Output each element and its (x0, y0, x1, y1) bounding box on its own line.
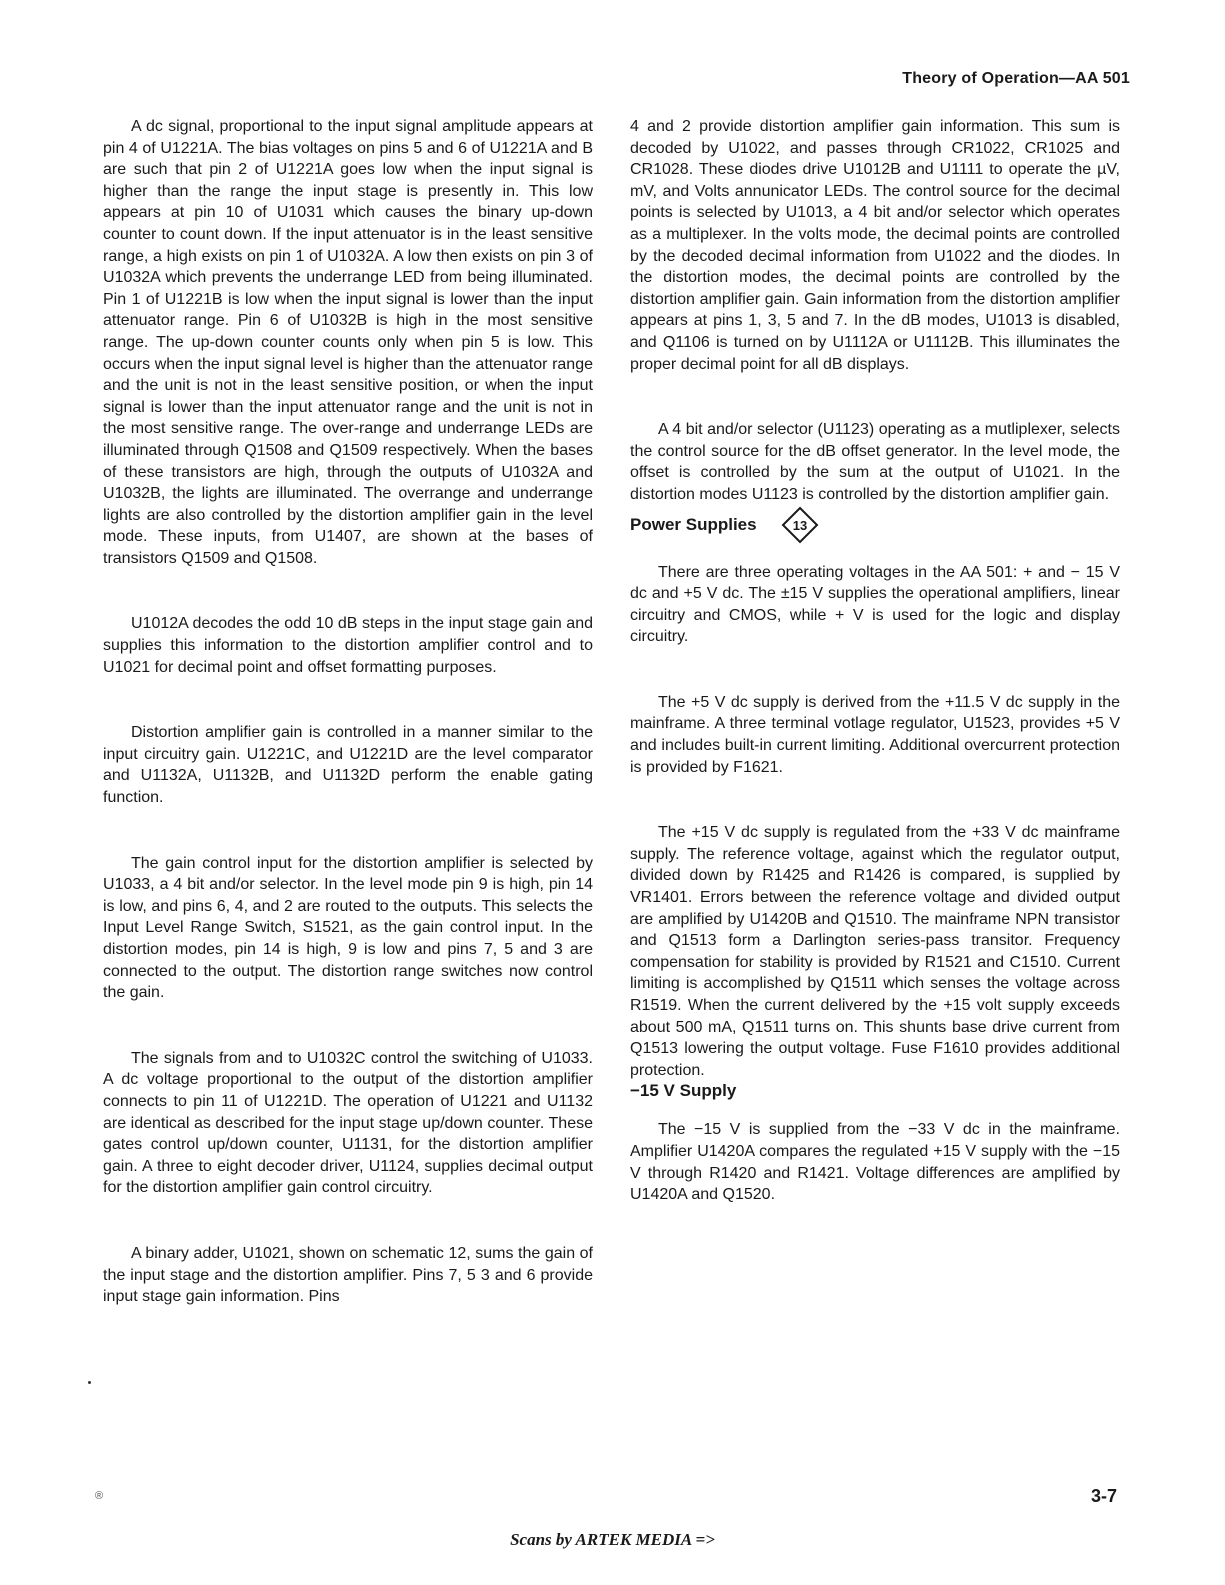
paragraph-gain-control-input: The gain control input for the distortion amplifier is selected by U1033, a 4 bit and/or selector. In the level mode pin 9 is high, pin 14 is low, and pins 6, 4, and 2 are routed to the outputs. This selects the Input Level Range Switch, S1521, as the gain control input. In the distortion modes, pin 14 is high, 9 is low and pins 7, 5 and 3 are connected to the output. The distortion range switches now control the gain. (103, 854, 593, 1002)
stray-mark (88, 1381, 91, 1384)
paragraph-operating-voltages: There are three operating voltages in the AA 501: + and − 15 V dc and +5 V dc. The ±15 V supplies the operational amplifiers, linear circuitry and CMOS, while + V is used for the logic and display circuitry. (630, 563, 1120, 646)
left-column (103, 116, 593, 1308)
power-supplies-title: Power Supplies (630, 514, 757, 534)
paragraph-u1032c-switching: The signals from and to U1032C control the switching of U1033. A dc voltage proportional to the output of the distortion amplifier connects to pin 11 of U1221D. The operation of U1221 and U1132 are identical as described for the input stage up/down counter. These gates control up/down counter, U1131, for the distortion amplifier gain. A three to eight decoder driver, U1124, supplies decimal output for the distortion amplifier gain control circuitry. (103, 1049, 593, 1197)
schematic-number: 13 (792, 517, 807, 533)
negative-15v-title: −15 V Supply (630, 1081, 737, 1101)
section-heading-negative-15v (630, 1081, 1120, 1101)
paragraph-negative-15v: The −15 V is supplied from the −33 V dc in the mainframe. Amplifier U1420A compares the regulated +15 V supply with the −15 V through R1420 and R1421. Voltage differences are amplified by U1420A and Q1520. (630, 1121, 1120, 1204)
running-head-title: Theory of Operation—AA 501 (902, 70, 1130, 87)
scan-credit: Scans by ARTEK MEDIA => (510, 1530, 715, 1549)
paragraph-u1012a-decode: U1012A decodes the odd 10 dB steps in the input stage gain and supplies this information to the distortion amplifier control and to U1021 for decimal point and offset formatting purposes. (103, 615, 593, 676)
paragraph-input-counter: A dc signal, proportional to the input signal amplitude appears at pin 4 of U1221A. The bias voltages on pins 5 and 6 of U1221A and B are such that pin 2 of U1221A goes low when the input signal is higher than the range the input stage is presently in. This low appears at pin 10 of U1031 which causes the binary up-down counter to count down. If the input attenuator is in the least sensitive range, a high exists on pin 1 of U1032A. A low then exists on pin 3 of U1032A which prevents the underrange LED from being illuminated. Pin 1 of U1221B is low when the input signal is lower than the input attenuator range. Pin 6 of U1032B is high in the most sensitive range. The up-down counter counts only when pin 5 is low. This occurs when the input signal level is higher than the attenuator range and the unit is not in the least sensitive position, or when the input signal is lower than the input attenuator range and the unit is not in the most sensitive range. The over-range and underrange LEDs are illuminated through Q1508 and Q1509 respectively. When the bases of these transistors are high, through the outputs of U1032A and U1032B, the lights are illuminated. The overrange and underrange lights are also controlled by the distortion amplifier gain in the level mode. These inputs, from U1407, are shown at the bases of transistors Q1509 and Q1508. (103, 118, 593, 567)
paragraph-binary-adder: A binary adder, U1021, shown on schematic 12, sums the gain of the input stage and the distortion amplifier. Pins 7, 5 3 and 6 provide input stage gain information. Pins (103, 1244, 593, 1306)
paragraph-distortion-gain: Distortion amplifier gain is controlled in a manner similar to the input circuitry gain. U1221C, and U1221D are the level comparator and U1132A, U1132B, and U1132D perform the enable gating function. (103, 724, 593, 807)
page-number: 3-7 (1090, 1486, 1117, 1506)
schematic-diamond-icon (781, 506, 819, 544)
paragraph-decoder-continued: 4 and 2 provide distortion amplifier gain information. This sum is decoded by U1022, and passes through CR1022, CR1025 and CR1028. These diodes drive U1012B and U1111 to operate the µV, mV, and Volts annunicator LEDs. The control source for the decimal points is selected by U1013, a 4 bit and/or selector which operates as a multiplexer. In the volts mode, the decimal points are controlled by the decoded decimal information from U1022 and the diodes. In the distortion modes, the decimal points are controlled by the distortion amplifier gain. Gain information from the distortion amplifier appears at pins 1, 3, 5 and 7. In the dB modes, U1013 is disabled, and Q1106 is turned on by U1112A or U1112B. This illuminates the proper decimal point for all dB displays. (630, 118, 1120, 373)
section-heading-power-supplies (630, 506, 1120, 544)
paragraph-db-offset-selector: A 4 bit and/or selector (U1123) operating as a mutliplexer, selects the control source for the dB offset generator. In the level mode, the offset is controlled by the sum at the output of U1021. In the distortion modes U1123 is controlled by the distortion amplifier gain. (630, 421, 1120, 503)
paragraph-15v-supply: The +15 V dc supply is regulated from the +33 V dc mainframe supply. The reference voltage, against which the regulator output, divided down by R1425 and R1426 is compared, is supplied by VR1401. Errors between the reference voltage and divided output are amplified by U1420B and Q1510. The mainframe NPN transistor and Q1513 form a Darlington series-pass transitor. Frequency compensation for stability is provided by R1521 and C1510. Current limiting is accomplished by Q1511 which senses the voltage across R1519. When the current delivered by the +15 volt supply exceeds about 500 mA, Q1511 turns on. This shunts base drive current from Q1513 lowering the output voltage. Fuse F1610 provides additional protection. (630, 824, 1120, 1079)
paragraph-5v-supply: The +5 V dc supply is derived from the +11.5 V dc supply in the mainframe. A three terminal votlage regulator, U1523, provides +5 V and includes built-in current limiting. Additional overcurrent protection is provided by F1621. (630, 693, 1120, 776)
registered-mark: ® (95, 1490, 104, 1502)
right-column (630, 116, 1120, 1206)
